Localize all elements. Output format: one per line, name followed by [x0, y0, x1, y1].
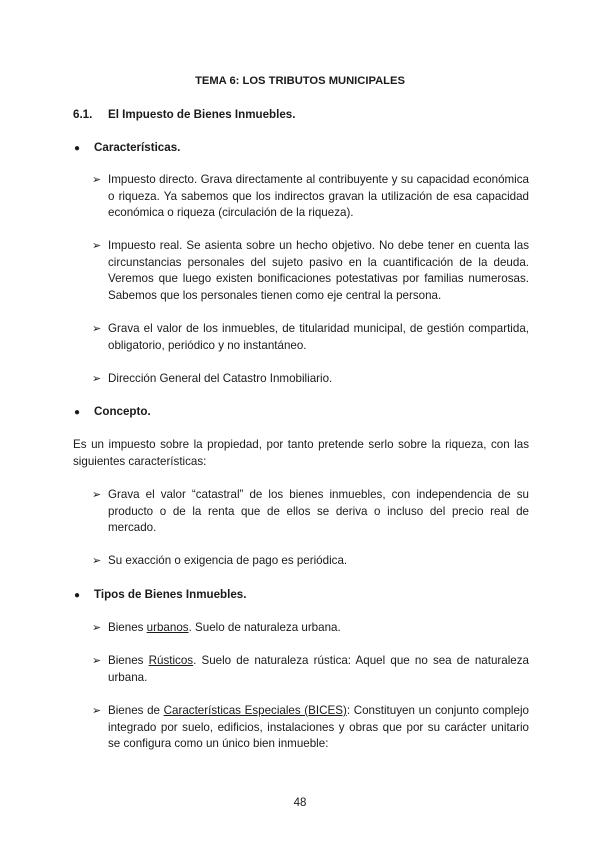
bullet-caracteristicas [74, 140, 180, 158]
list-item-text: Dirección General del Catastro Inmobiliario. [108, 372, 333, 385]
list-item [92, 238, 529, 304]
list-item-text: Grava el valor de los inmuebles, de titularidad municipal, de gestión compartida, obligatorio, periódico y no instantáneo. [108, 322, 529, 352]
list-item [92, 653, 529, 686]
arrow-bullet-icon: ➢ [92, 373, 102, 385]
list-item [92, 620, 529, 637]
arrow-bullet-icon: ➢ [92, 240, 102, 252]
list-item-text: Bienes Rústicos. Suelo de naturaleza rústica: Aquel que no sea de naturaleza urbana. [108, 654, 529, 684]
arrow-bullet-icon: ➢ [92, 705, 102, 717]
section-heading [73, 107, 295, 124]
arrow-bullet-icon: ➢ [92, 323, 102, 335]
bullet-dot-icon: ● [74, 407, 81, 418]
bullet-dot-icon: ● [74, 143, 81, 154]
underlined-term: urbanos [146, 621, 189, 634]
arrow-bullet-icon: ➢ [92, 622, 102, 634]
bullet-label: Características. [94, 141, 181, 154]
underlined-term: Características Especiales (BICES) [163, 704, 347, 717]
arrow-bullet-icon: ➢ [92, 174, 102, 186]
page-number: 48 [293, 797, 307, 809]
bullet-dot-icon: ● [74, 590, 81, 601]
list-item-text: Impuesto real. Se asienta sobre un hecho objetivo. No debe tener en cuenta las circunstancias personales del sujeto pasivo en la cuantificación de la deuda. Veremos que luego existen bonificaciones potestativas por familias numerosas. Sabemos que los personales tienen como eje central la persona. [108, 239, 529, 302]
list-item [92, 553, 529, 570]
bullet-label: Tipos de Bienes Inmuebles. [94, 588, 247, 601]
underlined-term: Rústicos [148, 654, 194, 667]
list-item [92, 487, 529, 537]
page-title: TEMA 6: LOS TRIBUTOS MUNICIPALES [195, 75, 405, 87]
section-number: 6.1. [73, 108, 93, 121]
arrow-bullet-icon: ➢ [92, 489, 102, 501]
bullet-tipos [74, 587, 246, 605]
section-title: El Impuesto de Bienes Inmuebles. [108, 108, 296, 121]
list-item-text: Su exacción o exigencia de pago es periódica. [108, 554, 348, 567]
arrow-bullet-icon: ➢ [92, 555, 102, 567]
paragraph: Es un impuesto sobre la propiedad, por tanto pretende serlo sobre la riqueza, con las siguientes características: [73, 438, 529, 468]
bullet-label: Concepto. [94, 405, 151, 418]
list-item-text: Impuesto directo. Grava directamente al contribuyente y su capacidad económica o riqueza. Ya sabemos que los indirectos gravan la utilización de esa capacidad económica o riqueza (circulación de la riqueza). [108, 173, 529, 219]
list-item [92, 371, 529, 388]
bullet-concepto [74, 404, 151, 422]
list-item-text: Bienes urbanos. Suelo de naturaleza urbana. [108, 621, 341, 634]
list-item-text: Grava el valor “catastral” de los bienes inmuebles, con independencia de su producto o de la renta que de ellos se deriva o incluso del precio real de mercado. [108, 488, 529, 534]
list-item [92, 321, 529, 354]
list-item [92, 703, 529, 753]
list-item [92, 172, 529, 222]
arrow-bullet-icon: ➢ [92, 655, 102, 667]
list-item-text: Bienes de Características Especiales (BICES): Constituyen un conjunto complejo integrado por suelo, edificios, instalaciones y obras que por su carácter unitario se configura como un único bien inmueble: [108, 704, 529, 750]
